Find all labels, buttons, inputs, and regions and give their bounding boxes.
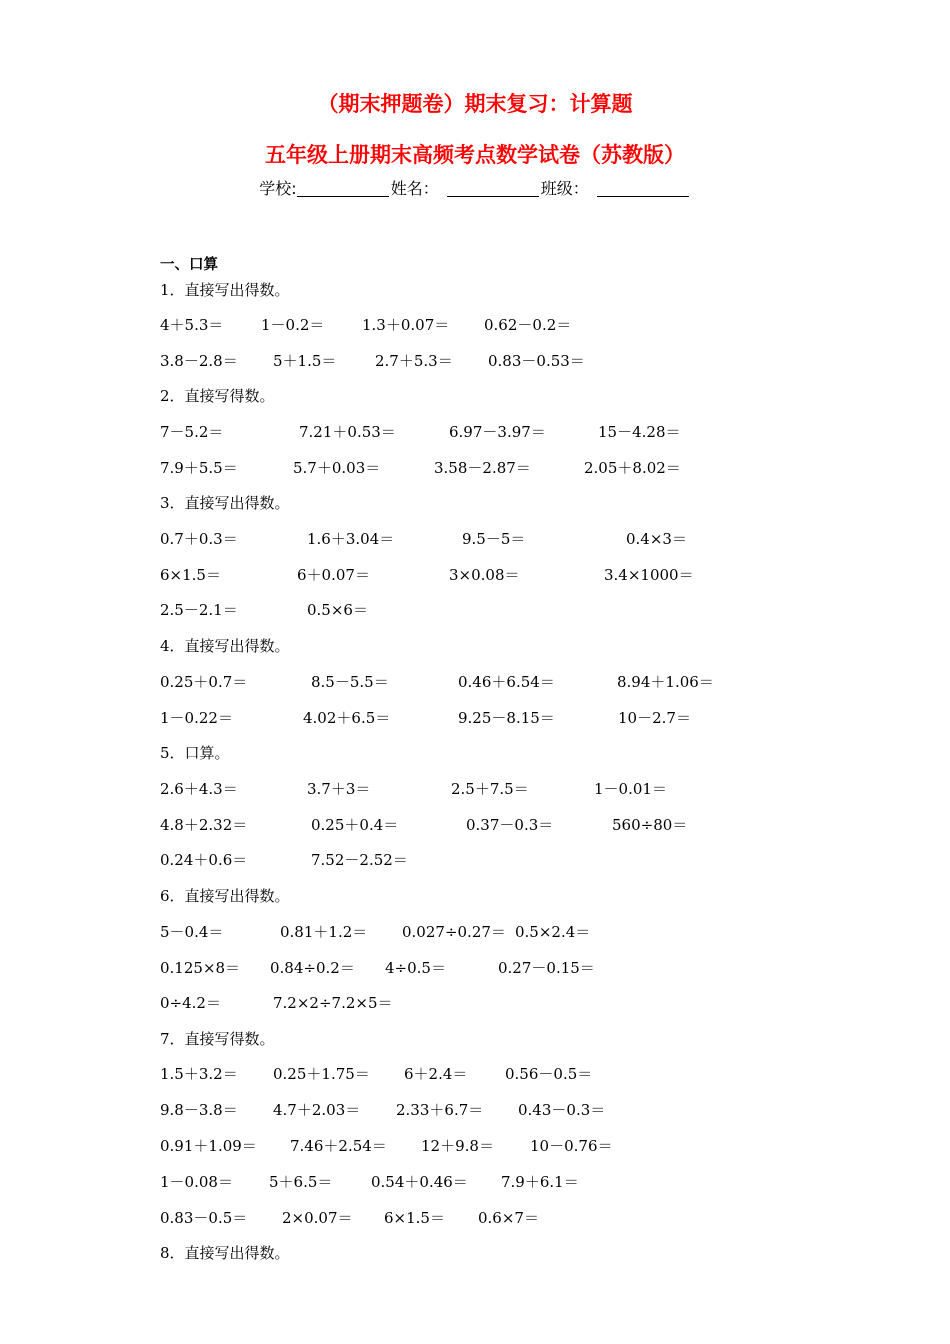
expression: 0.25＋0.7＝ — [160, 673, 248, 691]
expression: 0.83－0.53＝ — [488, 352, 585, 370]
expression: 1.3＋0.07＝ — [362, 316, 450, 334]
expression: 10－2.7＝ — [618, 709, 691, 727]
expression: 2.5＋7.5＝ — [451, 780, 529, 798]
expression: 1－0.22＝ — [160, 709, 233, 727]
expression: 0.5×6＝ — [307, 601, 368, 619]
expression: 2.5－2.1＝ — [160, 601, 238, 619]
expression: 7.9＋5.5＝ — [160, 459, 238, 477]
expression: 8.5－5.5＝ — [311, 673, 389, 691]
expression: 0.37－0.3＝ — [466, 816, 554, 834]
expression: 5＋1.5＝ — [273, 352, 337, 370]
expression: 0.6×7＝ — [478, 1209, 539, 1227]
expression: 6×1.5＝ — [384, 1209, 445, 1227]
expression: 10－0.76＝ — [530, 1137, 613, 1155]
expression: 7.52－2.52＝ — [311, 851, 408, 869]
expression: 0.25＋0.4＝ — [311, 816, 399, 834]
expression: 4÷0.5＝ — [385, 959, 446, 977]
expression: 1.6＋3.04＝ — [307, 530, 395, 548]
expression: 6×1.5＝ — [160, 566, 221, 584]
expression: 9.5－5＝ — [462, 530, 526, 548]
expression: 3.8－2.8＝ — [160, 352, 238, 370]
expression: 0.84÷0.2＝ — [270, 959, 355, 977]
expression: 0÷4.2＝ — [160, 994, 221, 1012]
expression: 2.7＋5.3＝ — [375, 352, 453, 370]
expression: 2.33＋6.7＝ — [396, 1101, 484, 1119]
expression: 0.027÷0.27＝ — [402, 923, 506, 941]
expression: 3.58－2.87＝ — [434, 459, 531, 477]
expression: 6＋0.07＝ — [297, 566, 370, 584]
expression: 2.05＋8.02＝ — [584, 459, 681, 477]
question-title: 2．直接写得数。 — [160, 387, 275, 405]
expression: 7.9＋6.1＝ — [501, 1173, 579, 1191]
expression: 15－4.28＝ — [598, 423, 681, 441]
student-info-line — [0, 176, 950, 199]
expression: 0.125×8＝ — [160, 959, 241, 977]
question-title: 7．直接写得数。 — [160, 1030, 275, 1048]
expression: 7－5.2＝ — [160, 423, 224, 441]
expression: 3.4×1000＝ — [604, 566, 694, 584]
expression: 0.24＋0.6＝ — [160, 851, 248, 869]
name-blank — [447, 180, 539, 197]
expression: 1－0.01＝ — [594, 780, 667, 798]
expression: 0.91＋1.09＝ — [160, 1137, 257, 1155]
sub-title: 五年级上册期末高频考点数学试卷（苏教版） — [265, 143, 685, 167]
expression: 2×0.07＝ — [282, 1209, 353, 1227]
class-blank — [597, 180, 689, 197]
expression: 6＋2.4＝ — [404, 1065, 468, 1083]
question-title: 8．直接写出得数。 — [160, 1244, 290, 1262]
expression: 12＋9.8＝ — [421, 1137, 494, 1155]
question-title: 4．直接写出得数。 — [160, 637, 290, 655]
expression: 7.46＋2.54＝ — [290, 1137, 387, 1155]
expression: 5.7＋0.03＝ — [293, 459, 381, 477]
expression: 9.8－3.8＝ — [160, 1101, 238, 1119]
expression: 1－0.08＝ — [160, 1173, 233, 1191]
school-blank — [297, 180, 389, 197]
expression: 0.7＋0.3＝ — [160, 530, 238, 548]
expression: 560÷80＝ — [612, 816, 688, 834]
expression: 8.94＋1.06＝ — [617, 673, 714, 691]
expression: 9.25－8.15＝ — [458, 709, 555, 727]
expression: 0.46＋6.54＝ — [458, 673, 555, 691]
expression: 1.5＋3.2＝ — [160, 1065, 238, 1083]
main-title: （期末押题卷）期末复习：计算题 — [317, 92, 633, 116]
expression: 3×0.08＝ — [449, 566, 520, 584]
question-title: 1．直接写出得数。 — [160, 281, 290, 299]
expression: 7.2×2÷7.2×5＝ — [273, 994, 393, 1012]
expression: 0.54＋0.46＝ — [371, 1173, 468, 1191]
expression: 0.83－0.5＝ — [160, 1209, 248, 1227]
expression: 0.56－0.5＝ — [505, 1065, 593, 1083]
expression: 4.8＋2.32＝ — [160, 816, 248, 834]
expression: 4.7＋2.03＝ — [273, 1101, 361, 1119]
expression: 0.27－0.15＝ — [498, 959, 595, 977]
expression: 4＋5.3＝ — [160, 316, 224, 334]
question-title: 3．直接写出得数。 — [160, 494, 290, 512]
expression: 4.02＋6.5＝ — [303, 709, 391, 727]
section-title: 一、口算 — [160, 257, 218, 273]
expression: 0.81＋1.2＝ — [280, 923, 368, 941]
question-title: 6．直接写出得数。 — [160, 887, 290, 905]
expression: 0.5×2.4＝ — [515, 923, 591, 941]
question-title: 5．口算。 — [160, 744, 230, 762]
name-label: 姓名： — [390, 179, 439, 198]
expression: 6.97－3.97＝ — [449, 423, 546, 441]
class-label: 班级： — [540, 179, 589, 198]
expression: 2.6＋4.3＝ — [160, 780, 238, 798]
expression: 5＋6.5＝ — [269, 1173, 333, 1191]
expression: 0.43－0.3＝ — [518, 1101, 606, 1119]
expression: 1－0.2＝ — [261, 316, 325, 334]
expression: 7.21＋0.53＝ — [299, 423, 396, 441]
expression: 0.4×3＝ — [626, 530, 687, 548]
expression: 3.7＋3＝ — [307, 780, 371, 798]
school-label: 学校: — [259, 179, 297, 198]
expression: 5－0.4＝ — [160, 923, 224, 941]
expression: 0.25＋1.75＝ — [273, 1065, 370, 1083]
expression: 0.62－0.2＝ — [484, 316, 572, 334]
